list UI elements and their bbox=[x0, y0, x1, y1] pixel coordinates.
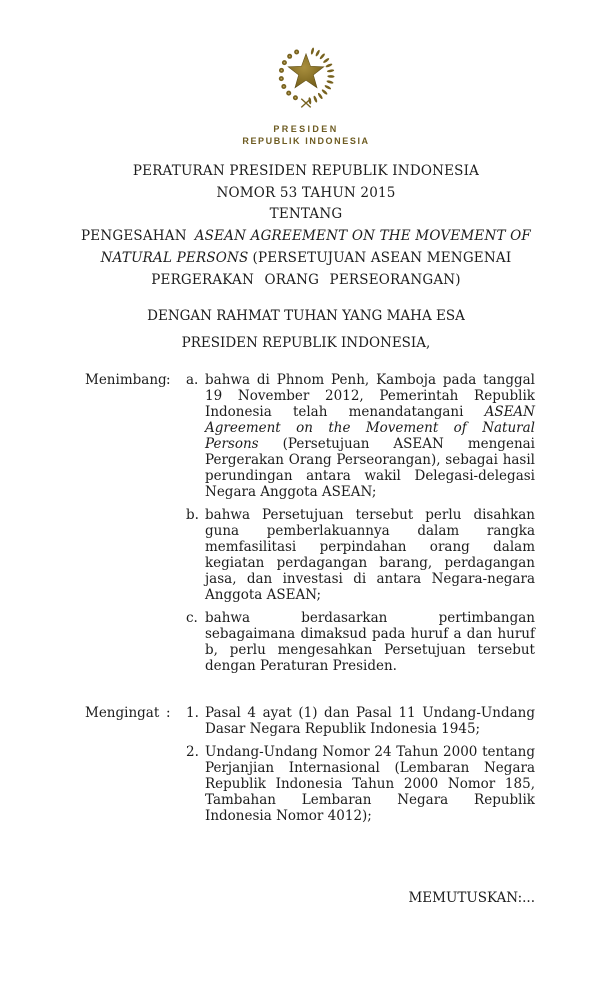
authority-line: PRESIDEN REPUBLIK INDONESIA, bbox=[181, 335, 431, 352]
menimbang-section bbox=[85, 372, 535, 674]
menimbang-label: Menimbang bbox=[85, 372, 167, 389]
cotton-branch bbox=[279, 50, 299, 101]
menimbang-items bbox=[186, 372, 535, 674]
item-marker: a. bbox=[186, 372, 199, 389]
item-text: Pasal 4 ayat (1) dan Pasal 11 Undang-Undang Dasar Negara Republik Indonesia 1945; bbox=[205, 705, 535, 738]
mengingat-colon: : bbox=[166, 705, 171, 722]
menimbang-item-a bbox=[186, 372, 535, 500]
mengingat-section bbox=[85, 705, 535, 824]
presidential-star-wreath-icon bbox=[263, 32, 349, 120]
title-line-regulation: PERATURAN PRESIDEN REPUBLIK INDONESIA bbox=[132, 163, 480, 179]
title-line-natural-persons bbox=[0, 248, 612, 270]
item-text: Undang-Undang Nomor 24 Tahun 2000 tentang Perjanjian Internasional (Lembaran Negara Republik Indonesia Tahun 2000 Nomor 185, Tambahan Lembaran Negara Republik Indonesia Nomor 4012); bbox=[205, 744, 535, 825]
invocation-line: DENGAN RAHMAT TUHAN YANG MAHA ESA bbox=[147, 308, 465, 325]
title-agreement-name-italic: ASEAN AGREEMENT ON THE MOVEMENT OF bbox=[194, 228, 531, 245]
title-persetujuan-text: (PERSETUJUAN ASEAN MENGENAI bbox=[252, 249, 512, 266]
item-marker: 2. bbox=[186, 744, 199, 761]
presidential-letterhead bbox=[0, 0, 612, 147]
title-line-pengesahan bbox=[0, 226, 612, 248]
seal-text-republik-indonesia: REPUBLIK INDONESIA bbox=[242, 136, 370, 146]
mengingat-label: Mengingat bbox=[85, 705, 160, 722]
item-marker: c. bbox=[186, 610, 198, 627]
item-text: bahwa berdasarkan pertimbangan sebagaimana dimaksud pada huruf a dan huruf b, perlu mengesahkan Persetujuan tersebut dengan Peraturan Presiden. bbox=[205, 610, 535, 675]
gold-star bbox=[288, 54, 324, 88]
title-pengesahan-text: PENGESAHAN bbox=[80, 228, 187, 245]
item-text bbox=[205, 372, 535, 500]
item-marker: b. bbox=[186, 507, 199, 524]
item-text: bahwa Persetujuan tersebut perlu disahkan guna pemberlakuannya dalam rangka memfasilitasi perpindahan orang dalam kegiatan perdagangan barang, perdagangan jasa, dan investasi di antara Negara-negara Anggota ASEAN; bbox=[205, 507, 535, 604]
item-text-plain: (Persetujuan ASEAN mengenai Pergerakan Orang Perseorangan), sebagai hasil perundingan antara wakil Delegasi-delegasi Negara Anggota ASEAN; bbox=[205, 436, 535, 501]
title-line-tentang: TENTANG bbox=[269, 206, 343, 223]
menimbang-item-c bbox=[186, 610, 535, 674]
title-line-pergerakan: PERGERAKAN ORANG PERSEORANGAN) bbox=[151, 271, 461, 288]
menimbang-colon: : bbox=[166, 372, 171, 389]
mengingat-item-1 bbox=[186, 705, 535, 737]
item-marker: 1. bbox=[186, 705, 199, 722]
title-natural-persons-italic: NATURAL PERSONS bbox=[100, 249, 249, 266]
memutuskan-heading: MEMUTUSKAN:... bbox=[408, 890, 535, 907]
mengingat-item-2 bbox=[186, 744, 535, 824]
menimbang-item-b bbox=[186, 507, 535, 603]
title-line-number: NOMOR 53 TAHUN 2015 bbox=[216, 184, 396, 201]
title-block bbox=[0, 161, 612, 291]
item-text-italic: ASEAN Agreement on the Movement of Natural Persons bbox=[205, 404, 535, 453]
seal-text-presiden: PRESIDEN bbox=[273, 124, 339, 134]
mengingat-items bbox=[186, 705, 535, 824]
item-text-plain: bahwa di Phnom Penh, Kamboja pada tanggal 19 November 2012, Pemerintah Republik Indonesia telah menandatangani bbox=[205, 372, 535, 421]
